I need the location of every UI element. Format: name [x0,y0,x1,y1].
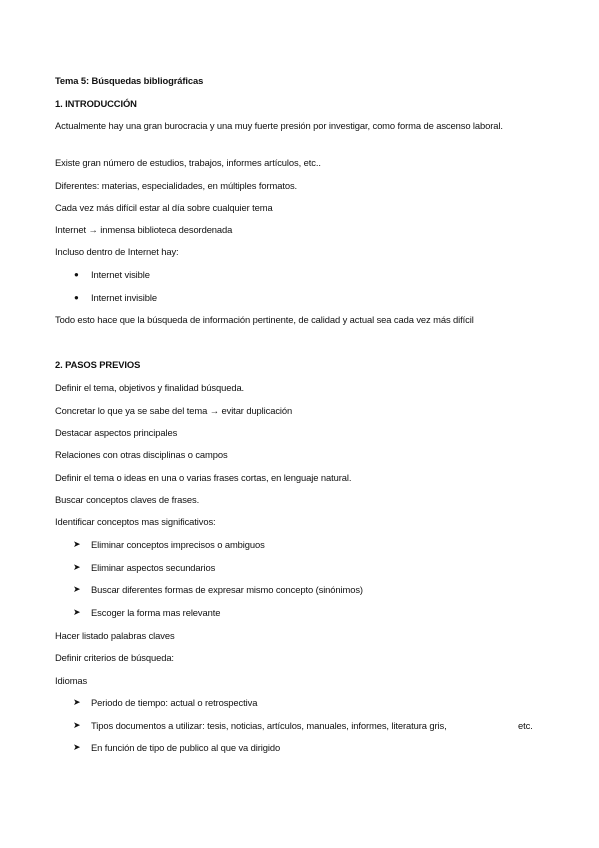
arrow-bullet-icon: ➤ [73,720,81,730]
list-item: Eliminar aspectos secundarios [91,562,216,573]
section-1-heading: 1. INTRODUCCIÓN [55,98,137,109]
paragraph: Hacer listado palabras claves [55,630,175,641]
list-item-trailing-text: etc. [518,720,533,731]
paragraph: Internet → inmensa biblioteca desordenada [55,224,233,235]
document-title: Tema 5: Búsquedas bibliográficas [55,75,204,86]
list-item: Escoger la forma mas relevante [91,607,221,618]
bullet-icon: ● [74,293,79,302]
paragraph: Actualmente hay una gran burocracia y una muy fuerte presión por investigar, como forma de ascenso laboral. [55,120,503,131]
paragraph: Concretar lo que ya se sabe del tema → evitar duplicación [55,405,293,416]
paragraph: Existe gran número de estudios, trabajos, informes artículos, etc.. [55,157,321,168]
paragraph: Destacar aspectos principales [55,427,178,438]
paragraph: Definir el tema o ideas en una o varias frases cortas, en lenguaje natural. [55,472,352,483]
arrow-bullet-icon: ➤ [73,607,81,617]
arrow-bullet-icon: ➤ [73,742,81,752]
section-2-heading: 2. PASOS PREVIOS [55,359,141,370]
paragraph: Incluso dentro de Internet hay: [55,246,179,257]
paragraph: Todo esto hace que la búsqueda de información pertinente, de calidad y actual sea cada vez más difícil [55,314,474,325]
arrow-bullet-icon: ➤ [73,697,81,707]
arrow-bullet-icon: ➤ [73,584,81,594]
paragraph: Idiomas [55,675,88,686]
paragraph: Diferentes: materias, especialidades, en múltiples formatos. [55,180,298,191]
paragraph: Identificar conceptos mas significativos: [55,516,216,527]
list-item: Buscar diferentes formas de expresar mismo concepto (sinónimos) [91,584,363,595]
list-item: En función de tipo de publico al que va dirigido [91,742,281,753]
paragraph: Definir criterios de búsqueda: [55,652,174,663]
list-item: Tipos documentos a utilizar: tesis, noticias, artículos, manuales, informes, literatura gris, [91,720,447,731]
paragraph: Definir el tema, objetivos y finalidad búsqueda. [55,382,245,393]
paragraph: Cada vez más difícil estar al día sobre cualquier tema [55,202,273,213]
list-item: Internet invisible [91,292,157,303]
arrow-bullet-icon: ➤ [73,562,81,572]
paragraph: Buscar conceptos claves de frases. [55,494,200,505]
list-item: Periodo de tiempo: actual o retrospectiva [91,697,258,708]
bullet-icon: ● [74,270,79,279]
list-item: Eliminar conceptos imprecisos o ambiguos [91,539,265,550]
list-item: Internet visible [91,269,150,280]
arrow-bullet-icon: ➤ [73,539,81,549]
paragraph: Relaciones con otras disciplinas o campos [55,449,228,460]
